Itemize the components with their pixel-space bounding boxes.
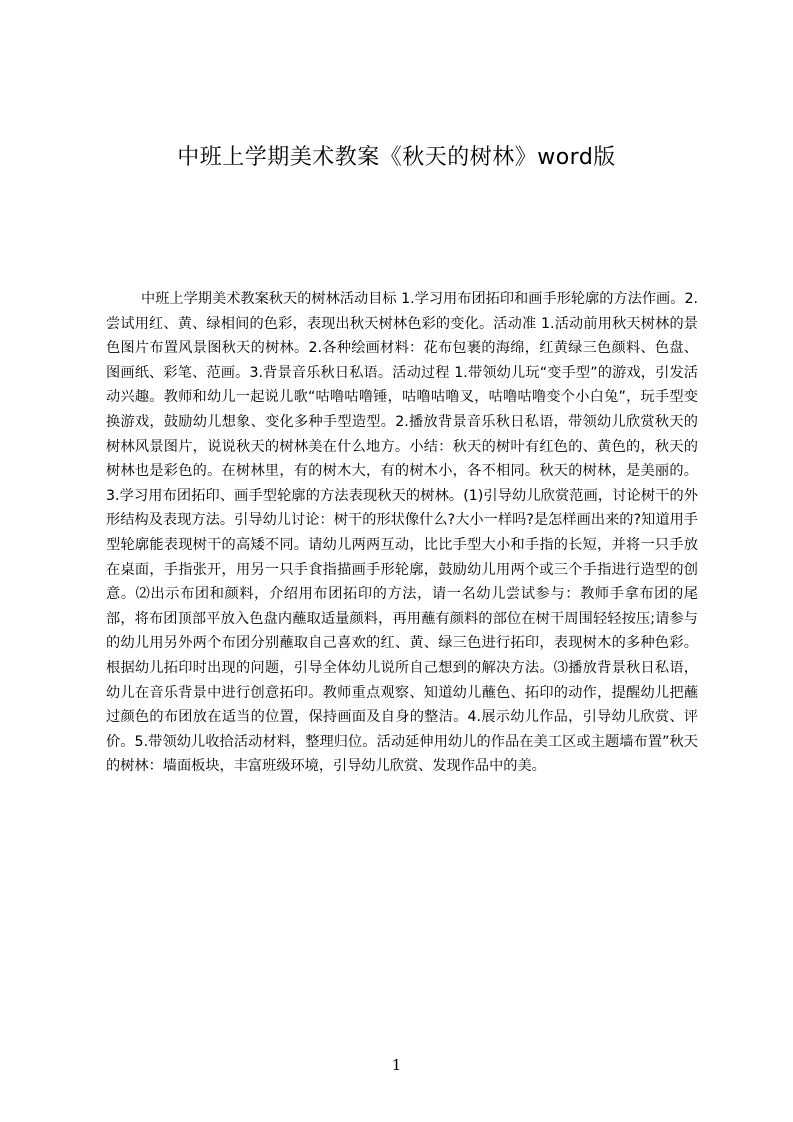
page-number: 1 <box>391 1056 402 1074</box>
document-title: 中班上学期美术教案《秋天的树林》word版 <box>177 145 616 170</box>
document-body-paragraph: 中班上学期美术教案秋天的树林活动目标 1.学习用布团拓印和画手形轮廓的方法作画。2.尝试用红、黄、绿相间的色彩，表现出秋天树林色彩的变化。活动准 1.活动前用秋天树林的景色图片布置风景图秋天的树林。2.各种绘画材料：花布包裹的海绵，红黄绿三色颜料、色盘、图画纸、彩笔、范画。3.背景音乐秋日私语。活动过程 1.带领幼儿玩“变手型”的游戏，引发活动兴趣。教师和幼儿一起说儿歌“咕噜咕噜锤，咕噜咕噜叉，咕噜咕噜变个小白兔”，玩手型变换游戏，鼓励幼儿想象、变化多种手型造型。2.播放背景音乐秋日私语，带领幼儿欣赏秋天的树林风景图片，说说秋天的树林美在什么地方。小结：秋天的树叶有红色的、黄色的，秋天的树林也是彩色的。在树林里，有的树木大，有的树木小，各不相同。秋天的树林，是美丽的。3.学习用布团拓印、画手型轮廓的方法表现秋天的树林。(1)引导幼儿欣赏范画，讨论树干的外形结构及表现方法。引导幼儿讨论：树干的形状像什么?大小一样吗?是怎样画出来的?知道用手型轮廓能表现树干的高矮不同。请幼儿两两互动，比比手型大小和手指的长短，并将一只手放在桌面，手指张开，用另一只手食指描画手形轮廓，鼓励幼儿用两个或三个手指进行造型的创意。⑵出示布团和颜料，介绍用布团拓印的方法，请一名幼儿尝试参与：教师手拿布团的尾部，将布团顶部平放入色盘内蘸取适量颜料，再用蘸有颜料的部位在树干周围轻轻按压;请参与的幼儿用另外两个布团分别蘸取自己喜欢的红、黄、绿三色进行拓印，表现树木的多种色彩。根据幼儿拓印时出现的问题，引导全体幼儿说所自己想到的解决方法。⑶播放背景秋日私语，幼儿在音乐背景中进行创意拓印。教师重点观察、知道幼儿蘸色、拓印的动作，提醒幼儿把蘸过颜色的布团放在适当的位置，保持画面及自身的整洁。4.展示幼儿作品，引导幼儿欣赏、评价。5.带领幼儿收拾活动材料，整理归位。活动延伸用幼儿的作品在美工区或主题墙布置”秋天的树林：墙面板块，丰富班级环境，引导幼儿欣赏、发现作品中的美。 <box>106 291 698 775</box>
